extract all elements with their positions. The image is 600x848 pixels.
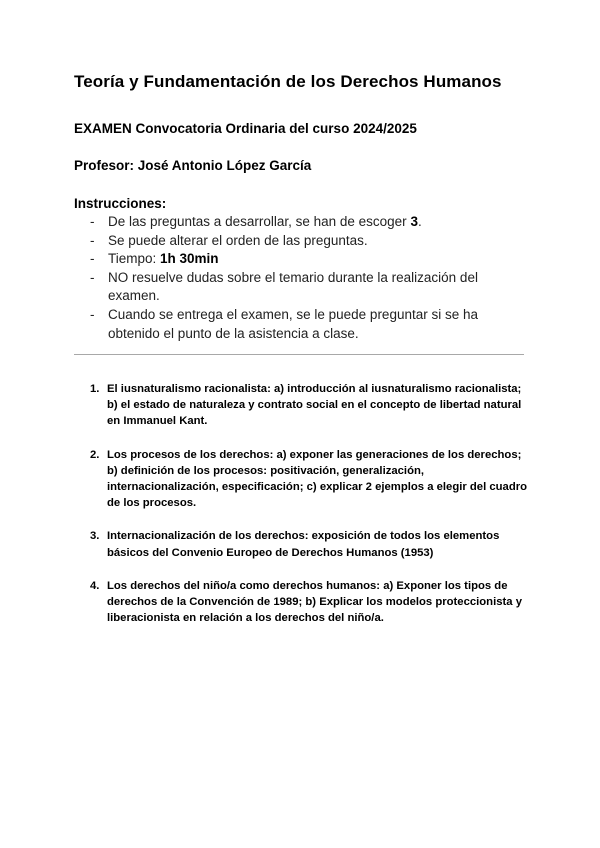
instructions-heading: Instrucciones: bbox=[74, 196, 167, 211]
professor-line: Profesor: José Antonio López García bbox=[74, 158, 312, 173]
list-dash: - bbox=[90, 214, 95, 229]
question-number: 1. bbox=[90, 383, 100, 395]
question-item bbox=[90, 528, 530, 560]
question-text: El iusnaturalismo racionalista: a) introducción al iusnaturalismo racionalista; b) el estado de naturaleza y contrato social en el concepto de libertad natural en Immanuel Kant. bbox=[107, 383, 522, 428]
question-number: 3. bbox=[90, 530, 100, 543]
instruction-text: Cuando se entrega el examen, se le puede preguntar si se ha obtenido el punto de la asistencia a clase. bbox=[108, 306, 478, 341]
instruction-text: De las preguntas a desarrollar, se han de escoger bbox=[108, 214, 411, 229]
question-number: 4. bbox=[90, 579, 100, 592]
question-item bbox=[90, 578, 530, 627]
document-title: Teoría y Fundamentación de los Derechos Humanos bbox=[74, 72, 502, 91]
horizontal-divider bbox=[74, 354, 524, 355]
instruction-item bbox=[90, 213, 510, 232]
list-dash: - bbox=[90, 232, 95, 248]
question-item bbox=[90, 381, 530, 430]
instruction-bold: 3 bbox=[410, 214, 418, 229]
list-dash: - bbox=[90, 306, 95, 322]
questions-list bbox=[90, 381, 530, 626]
list-dash: - bbox=[90, 269, 95, 285]
instruction-item bbox=[90, 269, 510, 306]
list-dash: - bbox=[90, 251, 95, 267]
instructions-list bbox=[90, 213, 510, 343]
question-number: 2. bbox=[90, 448, 100, 461]
question-item bbox=[90, 447, 530, 512]
instruction-text: NO resuelve dudas sobre el temario durante la realización del examen. bbox=[108, 269, 478, 304]
exam-call-line: EXAMEN Convocatoria Ordinaria del curso 2024/2025 bbox=[74, 121, 417, 136]
instruction-bold: 1h 30min bbox=[160, 251, 219, 267]
instruction-text-end: . bbox=[417, 214, 422, 229]
question-text: Los derechos del niño/a como derechos humanos: a) Exponer los tipos de derechos de la Convención de 1989; b) Explicar los modelos proteccionista y liberacionista en relación a los derechos del niño/a. bbox=[107, 579, 522, 625]
instruction-item bbox=[90, 250, 510, 269]
instruction-text: Tiempo: bbox=[108, 251, 161, 267]
instruction-text: Se puede alterar el orden de las preguntas. bbox=[108, 232, 368, 248]
instruction-item bbox=[90, 306, 510, 343]
question-text: Internacionalización de los derechos: exposición de todos los elementos básicos del Convenio Europeo de Derechos Humanos (1953) bbox=[107, 530, 500, 559]
question-text: Los procesos de los derechos: a) exponer las generaciones de los derechos; b) definición de los procesos: positivación, generalización, internacionalización, especificación; c) explicar 2 ejemplos a elegir del cuadro de los procesos. bbox=[107, 448, 528, 510]
instruction-item bbox=[90, 232, 510, 251]
